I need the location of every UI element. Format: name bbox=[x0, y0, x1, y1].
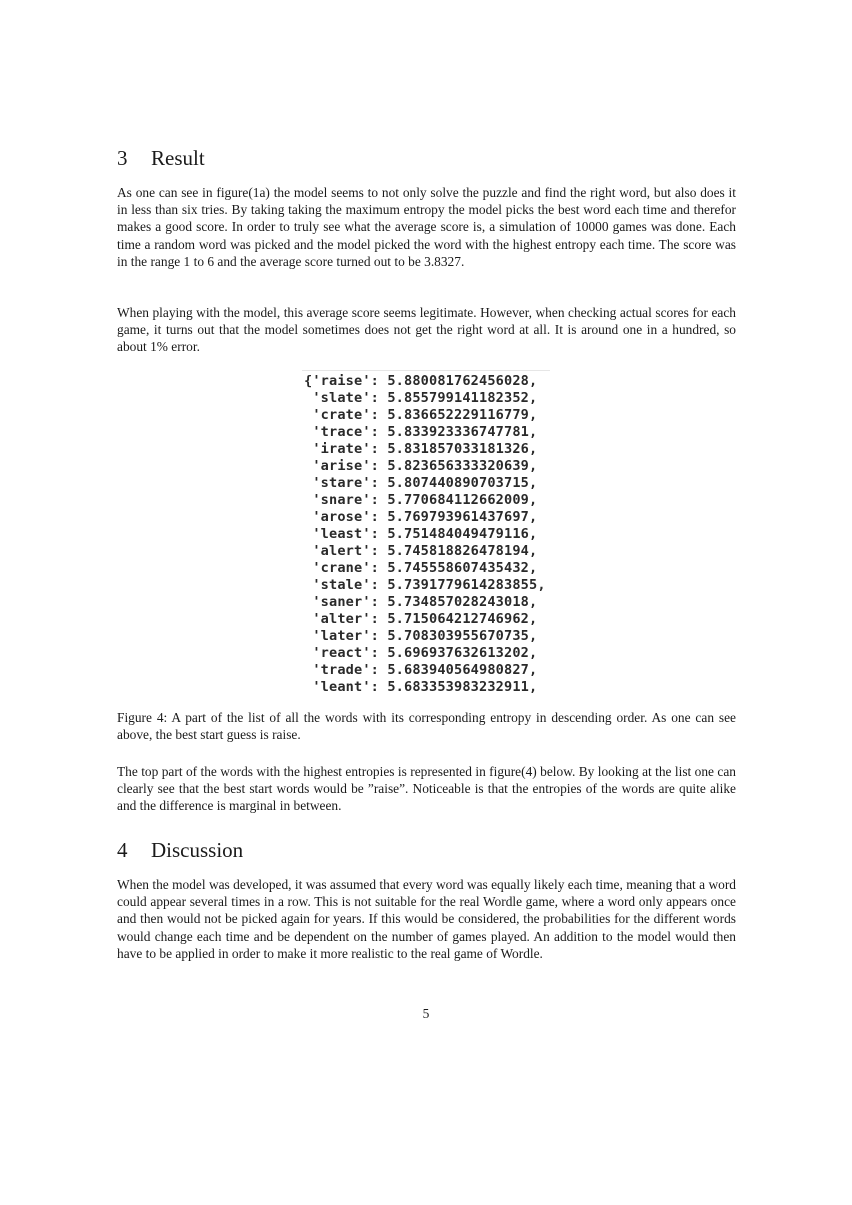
code-line: 'crate': 5.836652229116779, bbox=[304, 407, 538, 423]
result-paragraph-1: As one can see in figure(1a) the model seems to not only solve the puzzle and find the right word, but also does it in less than six tries. By taking taking the maximum entropy the model picks the best word each time and therefor makes a good score. In order to truly see what the average score is, a simulation of 10000 games was done. Each time a random word was picked and the model picked the word with the highest entropy each time. The score was in the range 1 to 6 and the average score turned out to be 3.8327. bbox=[117, 185, 736, 269]
code-line: 'irate': 5.831857033181326, bbox=[304, 441, 538, 457]
code-line: 'arise': 5.823656333320639, bbox=[304, 458, 538, 474]
section-heading-discussion bbox=[117, 838, 243, 863]
section-heading-result bbox=[117, 146, 205, 171]
page-number: 5 bbox=[422, 1006, 430, 1021]
code-line: 'snare': 5.770684112662009, bbox=[304, 492, 538, 508]
code-line: 'slate': 5.855799141182352, bbox=[304, 390, 538, 406]
section-title: Result bbox=[151, 146, 205, 170]
entropy-code-listing bbox=[302, 370, 550, 699]
section-title: Discussion bbox=[151, 838, 244, 862]
result-paragraph-2: When playing with the model, this average score seems legitimate. However, when checking actual scores for each game, it turns out that the model sometimes does not get the right word at all. It is around one in a hundred, so about 1% error. bbox=[117, 305, 736, 355]
code-line: 'alert': 5.745818826478194, bbox=[304, 543, 538, 559]
code-line: 'stale': 5.7391779614283855, bbox=[304, 577, 546, 593]
code-line: 'least': 5.751484049479116, bbox=[304, 526, 538, 542]
code-line: 'saner': 5.734857028243018, bbox=[304, 594, 538, 610]
code-line: {'raise': 5.880081762456028, bbox=[304, 373, 538, 389]
code-line: 'later': 5.708303955670735, bbox=[304, 628, 538, 644]
section-number: 4 bbox=[117, 838, 128, 862]
code-line: 'arose': 5.769793961437697, bbox=[304, 509, 538, 525]
code-line: 'alter': 5.715064212746962, bbox=[304, 611, 538, 627]
result-paragraph-3: The top part of the words with the highest entropies is represented in figure(4) below. By looking at the list one can clearly see that the best start words would be ”raise”. Noticeable is that the entropies of the words are quite alike and the difference is marginal in between. bbox=[117, 764, 736, 814]
code-line: 'trace': 5.833923336747781, bbox=[304, 424, 538, 440]
code-line: 'react': 5.696937632613202, bbox=[304, 645, 538, 661]
code-line: 'leant': 5.683353983232911, bbox=[304, 679, 538, 695]
code-line: 'stare': 5.807440890703715, bbox=[304, 475, 538, 491]
section-number: 3 bbox=[117, 146, 128, 170]
discussion-paragraph-1: When the model was developed, it was assumed that every word was equally likely each time, meaning that a word could appear several times in a row. This is not suitable for the real Wordle game, where a word only appears once and then would not be picked again for years. If this would be considered, the probabilities for the different words would change each time and be dependent on the number of games played. An addition to the model would then have to be applied in order to make it more realistic to the real game of Wordle. bbox=[117, 877, 736, 961]
code-line: 'crane': 5.745558607435432, bbox=[304, 560, 538, 576]
code-line: 'trade': 5.683940564980827, bbox=[304, 662, 538, 678]
figure-4-caption: Figure 4: A part of the list of all the words with its corresponding entropy in descending order. As one can see above, the best start guess is raise. bbox=[117, 710, 736, 743]
